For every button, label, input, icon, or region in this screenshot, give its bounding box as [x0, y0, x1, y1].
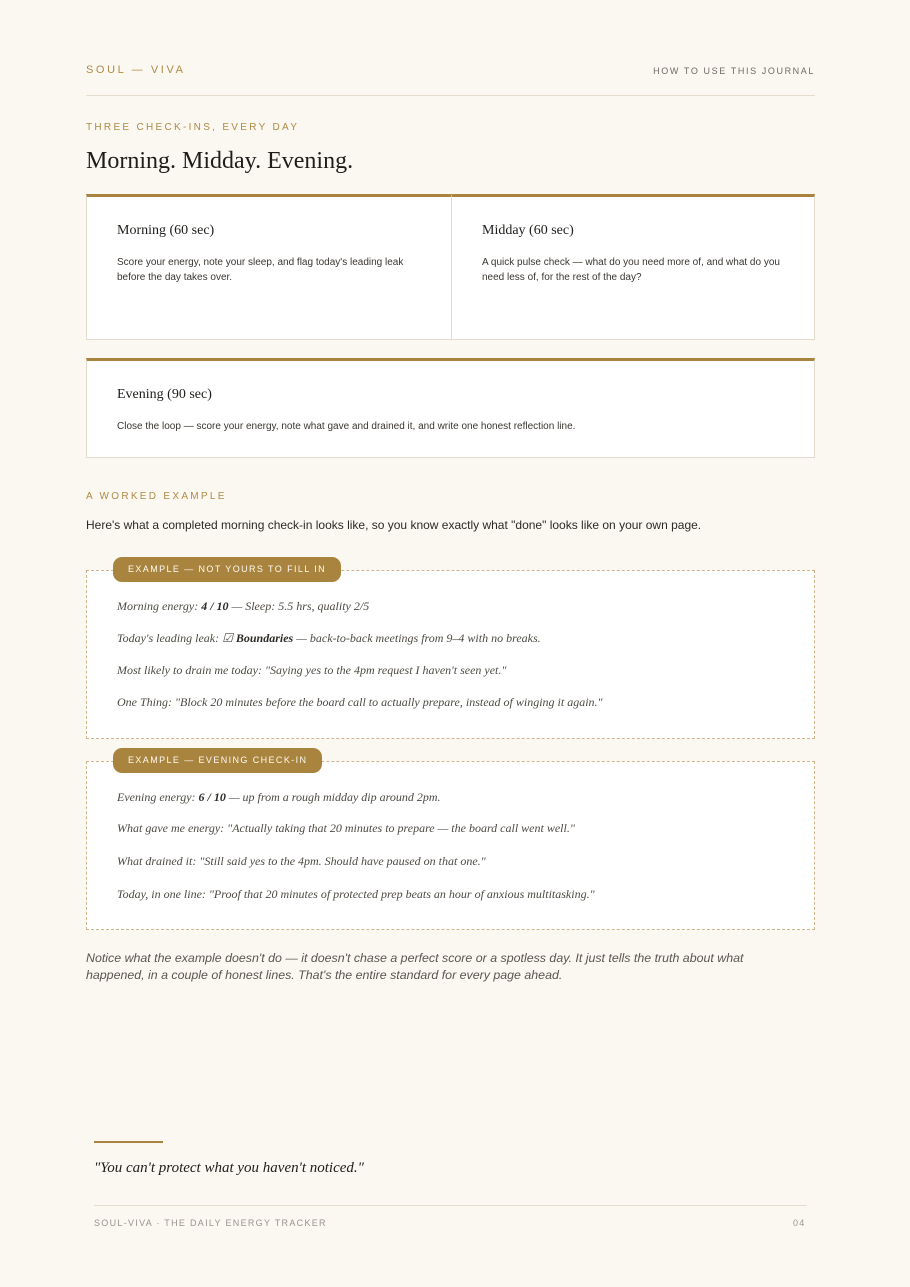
footer-divider	[94, 1205, 807, 1206]
example-line-drain: Most likely to drain me today: "Saying yes to the 4pm request I haven't seen yet."	[117, 663, 507, 677]
energy-value: 6 / 10	[198, 790, 226, 804]
leak-value: Boundaries	[235, 631, 294, 645]
section-title: HOW TO USE THIS JOURNAL	[653, 66, 815, 76]
page-number: 04	[793, 1218, 806, 1228]
example-morning-box	[86, 564, 815, 739]
example-line-energy	[117, 599, 369, 614]
example-eyebrow: A WORKED EXAMPLE	[86, 491, 227, 502]
example-line-energy	[117, 790, 441, 805]
energy-detail: — up from a rough midday dip around 2pm.	[225, 790, 441, 804]
leak-label: Today's leading leak: ☑	[117, 631, 236, 645]
energy-label: Evening energy:	[117, 790, 199, 804]
example-evening-box	[86, 755, 815, 930]
example-line-gave: What gave me energy: "Actually taking that 20 minutes to prepare — the board call went well."	[117, 821, 575, 835]
example-line-one-line: Today, in one line: "Proof that 20 minutes of protected prep beats an hour of anxious multitasking."	[117, 887, 595, 901]
example-note: Notice what the example doesn't do — it doesn't chase a perfect score or a spotless day. It just tells the truth about what happened, in a couple of honest lines. That's the entire standard for every page ahead.	[86, 951, 744, 982]
footer-title: SOUL-VIVA · THE DAILY ENERGY TRACKER	[94, 1218, 327, 1228]
energy-value: 4 / 10	[201, 599, 229, 613]
leak-detail: — back-to-back meetings from 9–4 with no breaks.	[293, 631, 541, 645]
example-badge: EXAMPLE — EVENING CHECK-IN	[113, 748, 322, 773]
page-title: Morning. Midday. Evening.	[86, 148, 354, 174]
example-line-one-thing: One Thing: "Block 20 minutes before the board call to actually prepare, instead of winging it again."	[117, 695, 603, 709]
card-heading: Morning (60 sec)	[117, 223, 215, 238]
energy-label: Morning energy:	[117, 599, 202, 613]
example-intro: Here's what a completed morning check-in looks like, so you know exactly what "done" looks like on your own page.	[86, 518, 702, 532]
example-line-drained: What drained it: "Still said yes to the 4pm. Should have paused on that one."	[117, 854, 486, 868]
pull-quote: "You can't protect what you haven't noticed."	[94, 1160, 364, 1176]
card-body: Score your energy, note your sleep, and flag today's leading leak before the day takes over.	[117, 257, 404, 283]
card-evening	[86, 358, 815, 458]
example-line-leak	[117, 631, 541, 646]
page-header	[86, 64, 815, 96]
quote-accent-rule	[94, 1141, 163, 1143]
card-body: Close the loop — score your energy, note what gave and drained it, and write one honest reflection line.	[117, 421, 576, 432]
card-heading: Midday (60 sec)	[482, 223, 574, 238]
card-morning	[86, 194, 452, 340]
example-badge: EXAMPLE — NOT YOURS TO FILL IN	[113, 557, 341, 582]
card-body: A quick pulse check — what do you need more of, and what do you need less of, for the rest of the day?	[482, 257, 780, 283]
card-midday	[451, 194, 815, 340]
checkins-eyebrow: THREE CHECK-INS, EVERY DAY	[86, 122, 300, 133]
energy-detail: — Sleep: 5.5 hrs, quality 2/5	[228, 599, 370, 613]
brand-name: SOUL — VIVA	[86, 64, 186, 76]
card-heading: Evening (90 sec)	[117, 387, 212, 402]
